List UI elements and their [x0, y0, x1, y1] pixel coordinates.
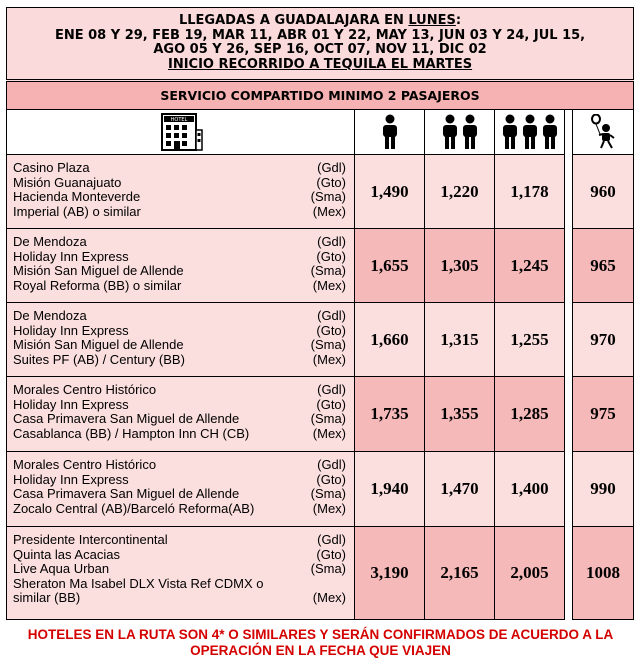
hotel-line: [13, 161, 346, 176]
header-line1-prefix: LLEGADAS A GUADALAJARA EN: [178, 13, 409, 28]
hotel-city: (Sma): [310, 189, 346, 204]
hotel-city: (Sma): [310, 486, 346, 501]
rate-row: [7, 303, 634, 377]
hotel-line: [13, 190, 346, 205]
hotel-line: [13, 383, 346, 398]
hotel-line: [13, 487, 346, 502]
footnote: [0, 627, 641, 659]
hotel-name: similar (BB): [13, 590, 81, 605]
hotel-line: [13, 577, 346, 592]
price-child: 965: [573, 229, 634, 303]
hotel-list: [7, 303, 355, 377]
icon-row: [7, 110, 634, 155]
hotel-name: Holiday Inn Express: [13, 248, 129, 264]
hotel-name: Misión San Miguel de Allende: [13, 337, 184, 352]
hotel-name: De Mendoza: [13, 308, 87, 323]
hotel-line: [13, 250, 346, 265]
price-single: 3,190: [355, 527, 425, 620]
price-triple: 1,255: [495, 303, 565, 377]
hotel-line: [13, 176, 346, 191]
arrival-header: [7, 8, 634, 81]
rate-row: [7, 452, 634, 527]
hotel-city: (Gdl): [317, 234, 346, 249]
hotel-line: [13, 533, 346, 548]
hotel-line: [13, 324, 346, 339]
hotel-name: Casablanca (BB) / Hampton Inn CH (CB): [13, 425, 250, 441]
hotel-name: Morales Centro Histórico: [13, 382, 157, 397]
price-single: 1,735: [355, 377, 425, 452]
price-child: 975: [573, 377, 634, 452]
rate-row: [7, 377, 634, 452]
hotel-line: [13, 279, 346, 294]
hotel-name: Imperial (AB) o similar: [13, 203, 141, 219]
price-triple: 2,005: [495, 527, 565, 620]
column-gap: [565, 110, 573, 155]
header-dates-line1: ENE 08 Y 29, FEB 19, MAR 11, ABR 01 Y 22, MAY 13, JUN 03 Y 24, JUL 15,: [54, 27, 586, 43]
hotel-city: (Gto): [316, 174, 346, 190]
rates-table: [6, 7, 634, 620]
column-gap: [565, 527, 573, 620]
header-colon: :: [455, 13, 462, 28]
hotel-line: [13, 562, 346, 577]
price-triple: 1,400: [495, 452, 565, 527]
header-tour-start: INICIO RECORRIDO A TEQUILA EL MARTES: [167, 56, 473, 72]
hotel-city: (Gdl): [317, 382, 346, 397]
hotel-city: (Gdl): [317, 308, 346, 323]
hotel-city: (Mex): [312, 277, 346, 293]
column-gap: [565, 303, 573, 377]
one-person-icon: [355, 110, 425, 155]
hotel-line: [13, 353, 346, 368]
price-child: 970: [573, 303, 634, 377]
hotel-name: Live Aqua Urban: [13, 561, 110, 576]
price-double: 2,165: [425, 527, 495, 620]
hotel-name: De Mendoza: [13, 234, 87, 249]
price-double: 1,305: [425, 229, 495, 303]
hotel-name: Suites PF (AB) / Century (BB): [13, 351, 185, 367]
hotel-list: [7, 377, 355, 452]
hotel-name: Holiday Inn Express: [13, 471, 129, 487]
hotel-city: (Mex): [312, 203, 346, 219]
hotel-list: [7, 527, 355, 620]
three-persons-icon: [495, 110, 565, 155]
price-single: 1,660: [355, 303, 425, 377]
hotel-sign-text: HOTEL: [170, 117, 187, 123]
hotel-list: [7, 155, 355, 229]
price-triple: 1,285: [495, 377, 565, 452]
price-single: 1,490: [355, 155, 425, 229]
hotel-city: (Sma): [310, 411, 346, 426]
hotel-list: [7, 452, 355, 527]
hotel-line: [13, 412, 346, 427]
header-dates-line2: AGO 05 Y 26, SEP 16, OCT 07, NOV 11, DIC 02: [153, 42, 487, 57]
hotel-name: Holiday Inn Express: [13, 396, 129, 412]
column-gap: [565, 229, 573, 303]
price-single: 1,940: [355, 452, 425, 527]
hotel-city: (Sma): [310, 263, 346, 278]
column-gap: [565, 377, 573, 452]
rates-frame: [6, 7, 633, 620]
hotel-city: (Mex): [312, 425, 346, 441]
rate-row: [7, 527, 634, 620]
hotel-name: Holiday Inn Express: [13, 322, 129, 338]
price-single: 1,655: [355, 229, 425, 303]
hotel-name: Hacienda Monteverde: [13, 189, 141, 204]
two-persons-icon: [425, 110, 495, 155]
hotel-line: [13, 548, 346, 563]
hotel-name: Quinta las Acacias: [13, 546, 120, 562]
hotel-name: Casa Primavera San Miguel de Allende: [13, 411, 240, 426]
footnote-line2: OPERACIÓN EN LA FECHA QUE VIAJEN: [190, 643, 451, 658]
price-double: 1,220: [425, 155, 495, 229]
price-triple: 1,178: [495, 155, 565, 229]
hotel-line: [13, 398, 346, 413]
hotel-line: [13, 309, 346, 324]
hotel-city: (Sma): [310, 561, 346, 576]
price-child: 1008: [573, 527, 634, 620]
hotel-name: Royal Reforma (BB) o similar: [13, 277, 182, 293]
hotel-line: [13, 427, 346, 442]
footnote-line1: HOTELES EN LA RUTA SON 4* O SIMILARES Y SERÁN CONFIRMADOS DE ACUERDO A LA: [27, 627, 614, 642]
hotel-city: (Gto): [316, 322, 346, 338]
hotel-name: Casa Primavera San Miguel de Allende: [13, 486, 240, 501]
hotel-name: Zocalo Central (AB)/Barceló Reforma(AB): [13, 500, 255, 516]
price-double: 1,470: [425, 452, 495, 527]
hotel-line: [13, 502, 346, 517]
price-triple: 1,245: [495, 229, 565, 303]
rate-row: [7, 229, 634, 303]
hotel-list: [7, 229, 355, 303]
hotel-city: (Sma): [310, 337, 346, 352]
hotel-city: (Mex): [312, 590, 346, 605]
hotel-city: (Gdl): [317, 160, 346, 175]
hotel-city: (Gto): [316, 396, 346, 412]
rate-row: [7, 155, 634, 229]
hotel-name: Presidente Intercontinental: [13, 532, 168, 547]
hotel-name: Sheraton Ma Isabel DLX Vista Ref CDMX o: [13, 575, 264, 591]
hotel-city: (Gdl): [317, 532, 346, 547]
hotel-building-icon: [7, 110, 355, 155]
hotel-line: [13, 235, 346, 250]
hotel-line: [13, 458, 346, 473]
child-with-balloon-icon: [573, 110, 634, 155]
price-double: 1,355: [425, 377, 495, 452]
hotel-line: [13, 338, 346, 353]
price-child: 990: [573, 452, 634, 527]
hotel-city: (Gto): [316, 471, 346, 487]
hotel-line: [13, 205, 346, 220]
hotel-name: Misión Guanajuato: [13, 174, 122, 190]
hotel-city: (Gto): [316, 248, 346, 264]
hotel-name: Casino Plaza: [13, 160, 90, 175]
service-title: SERVICIO COMPARTIDO MINIMO 2 PASAJEROS: [7, 81, 634, 110]
hotel-name: Misión San Miguel de Allende: [13, 263, 184, 278]
hotel-city: (Gto): [316, 546, 346, 562]
column-gap: [565, 155, 573, 229]
hotel-city: (Gdl): [317, 457, 346, 472]
hotel-name: Morales Centro Histórico: [13, 457, 157, 472]
column-gap: [565, 452, 573, 527]
price-child: 960: [573, 155, 634, 229]
hotel-line: [13, 473, 346, 488]
header-day: LUNES: [408, 13, 456, 28]
price-double: 1,315: [425, 303, 495, 377]
hotel-line: [13, 591, 346, 606]
hotel-city: (Mex): [312, 351, 346, 367]
hotel-city: (Mex): [312, 500, 346, 516]
hotel-line: [13, 264, 346, 279]
